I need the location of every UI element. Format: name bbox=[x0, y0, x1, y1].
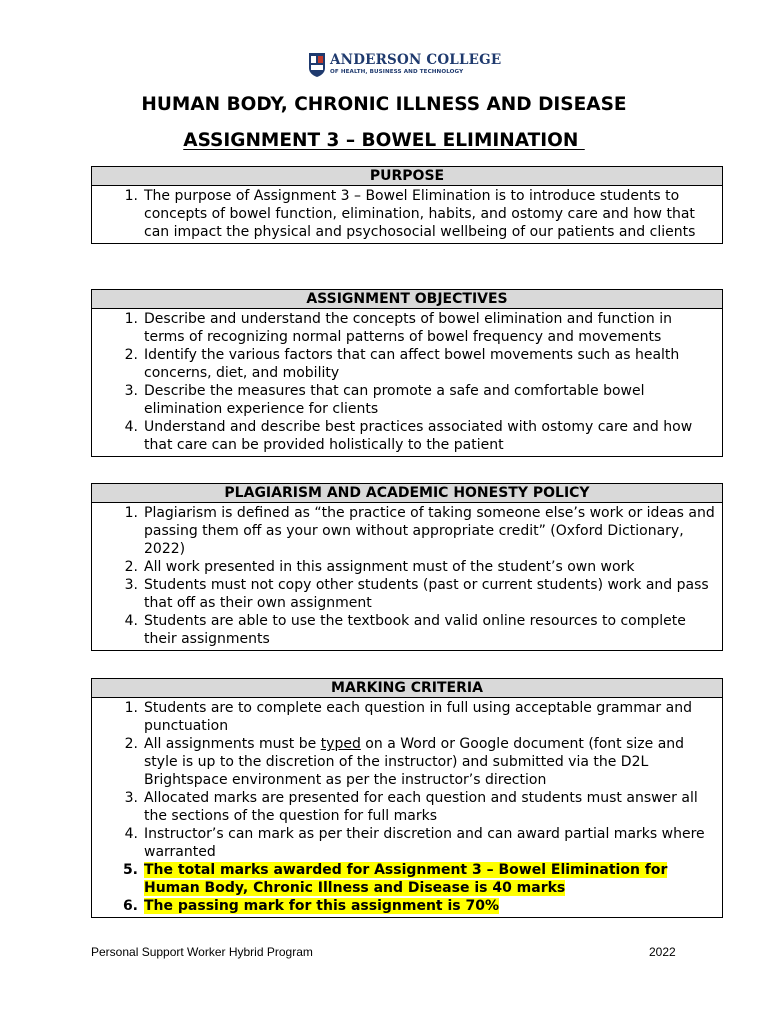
list-item-highlighted bbox=[92, 897, 722, 915]
list-item bbox=[92, 187, 722, 241]
list-item bbox=[92, 735, 722, 789]
item-text bbox=[144, 897, 716, 915]
item-number: 2. bbox=[124, 736, 138, 752]
college-logo bbox=[308, 50, 501, 80]
item-text: Instructor’s can mark as per their discretion and can award partial marks where warranted bbox=[144, 826, 705, 860]
plagiarism-section bbox=[91, 483, 723, 651]
item-number: 2. bbox=[124, 559, 138, 575]
list-item bbox=[92, 789, 722, 825]
item-number: 1. bbox=[124, 505, 138, 521]
item-text: Students are to complete each question in full using acceptable grammar and punctuation bbox=[144, 700, 692, 734]
objectives-list bbox=[92, 309, 722, 456]
item-text-before: All assignments must be bbox=[144, 736, 321, 752]
list-item bbox=[92, 310, 722, 346]
item-text: Understand and describe best practices associated with ostomy care and how that care can be provided holistically to the patient bbox=[144, 419, 693, 453]
shield-icon bbox=[308, 52, 326, 78]
plagiarism-list bbox=[92, 503, 722, 650]
item-number: 4. bbox=[124, 419, 138, 435]
marking-heading: MARKING CRITERIA bbox=[92, 679, 722, 698]
logo-subtitle: OF HEALTH, BUSINESS AND TECHNOLOGY bbox=[330, 69, 464, 76]
list-item bbox=[92, 346, 722, 382]
item-number: 3. bbox=[124, 790, 138, 806]
underlined-word: typed bbox=[320, 736, 361, 752]
list-item bbox=[92, 612, 722, 648]
objectives-heading: ASSIGNMENT OBJECTIVES bbox=[92, 290, 722, 309]
item-number: 1. bbox=[124, 311, 138, 327]
item-text: The purpose of Assignment 3 – Bowel Elimination is to introduce students to concepts of bowel function, elimination, habits, and ostomy care and how that can impact the physical and psychosocial wellbeing of our patients and clients bbox=[144, 188, 696, 240]
highlighted-text: The passing mark for this assignment is 70% bbox=[144, 898, 499, 914]
list-item-highlighted bbox=[92, 861, 722, 897]
purpose-list bbox=[92, 186, 722, 243]
item-number: 4. bbox=[124, 613, 138, 629]
list-item bbox=[92, 504, 722, 558]
item-text: Plagiarism is defined as “the practice of taking someone else’s work or ideas and passing them off as your own without appropriate credit” (Oxford Dictionary, 2022) bbox=[144, 505, 715, 557]
item-text: Describe and understand the concepts of bowel elimination and function in terms of recognizing normal patterns of bowel frequency and movements bbox=[144, 311, 672, 345]
document-subtitle bbox=[0, 130, 768, 151]
plagiarism-heading: PLAGIARISM AND ACADEMIC HONESTY POLICY bbox=[92, 484, 722, 503]
item-text: Describe the measures that can promote a safe and comfortable bowel elimination experience for clients bbox=[144, 383, 645, 417]
item-number: 1. bbox=[124, 188, 138, 204]
item-text: Allocated marks are presented for each question and students must answer all the sections of the question for full marks bbox=[144, 790, 698, 824]
item-text-after: on a Word or Google document (font size and style is up to the discretion of the instructor) and submitted via the D2L Brightspace environment as per the instructor’s direction bbox=[144, 736, 685, 788]
item-text: Students are able to use the textbook and valid online resources to complete their assignments bbox=[144, 613, 686, 647]
list-item bbox=[92, 825, 722, 861]
objectives-section bbox=[91, 289, 723, 457]
list-item bbox=[92, 382, 722, 418]
list-item bbox=[92, 418, 722, 454]
footer-year: 2022 bbox=[649, 945, 676, 959]
item-number: 1. bbox=[124, 700, 138, 716]
purpose-section bbox=[91, 166, 723, 244]
item-text: Identify the various factors that can affect bowel movements such as health concerns, diet, and mobility bbox=[144, 347, 680, 381]
item-number: 6. bbox=[122, 898, 138, 914]
marking-section bbox=[91, 678, 723, 918]
item-text: Students must not copy other students (past or current students) work and pass that off as their own assignment bbox=[144, 577, 709, 611]
document-title: HUMAN BODY, CHRONIC ILLNESS AND DISEASE bbox=[141, 94, 627, 115]
item-number: 5. bbox=[122, 862, 138, 878]
item-text: All work presented in this assignment must of the student’s own work bbox=[144, 559, 635, 575]
item-number: 4. bbox=[124, 826, 138, 842]
item-number: 3. bbox=[124, 577, 138, 593]
item-text bbox=[144, 735, 716, 789]
highlighted-text: The total marks awarded for Assignment 3 – Bowel Elimination for Human Body, Chronic Illness and Disease is 40 marks bbox=[144, 862, 668, 896]
list-item bbox=[92, 558, 722, 576]
footer-program: Personal Support Worker Hybrid Program bbox=[91, 945, 313, 959]
list-item bbox=[92, 699, 722, 735]
logo-name: ANDERSON COLLEGE bbox=[330, 51, 502, 68]
list-item bbox=[92, 576, 722, 612]
item-number: 2. bbox=[124, 347, 138, 363]
item-number: 3. bbox=[124, 383, 138, 399]
purpose-heading: PURPOSE bbox=[92, 167, 722, 186]
item-text bbox=[144, 861, 716, 897]
marking-list bbox=[92, 698, 722, 917]
subtitle-text: ASSIGNMENT 3 – BOWEL ELIMINATION bbox=[183, 130, 585, 151]
